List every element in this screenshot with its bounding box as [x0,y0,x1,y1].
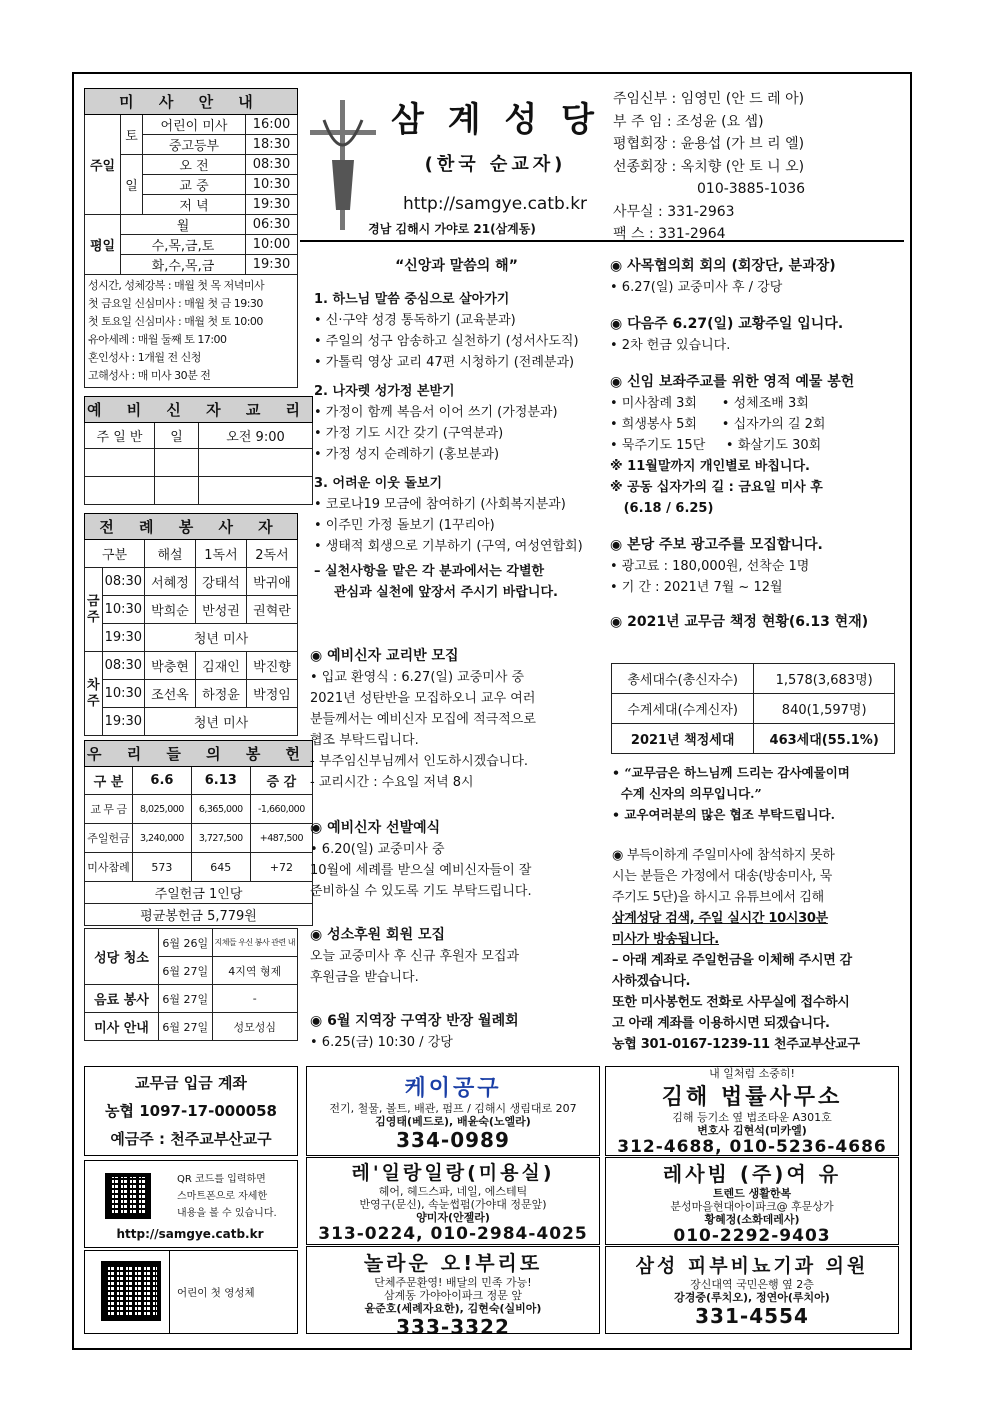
section-title: ◉ 6월 지역장 구역장 반장 월례회 [310,1013,519,1029]
fax: 팩 스 : 331-2964 [613,226,726,242]
sun-label: 일 [121,155,143,215]
ad-line: 장신대역 국민은행 옆 2층 [690,1278,814,1291]
section-title: ◉ 성소후원 회원 모집 [310,927,446,943]
cell: 6월 26일 [158,929,212,957]
cell: 반성권 [196,596,247,624]
ad-name: 레'일랑일랑(미용실) [351,1162,555,1184]
list-item: • 코로나19 모금에 참여하기 (사회복지분과) [314,497,566,512]
cell: 하정윤 [196,680,247,708]
cross-logo-icon [310,100,376,230]
qr-box [84,1160,298,1248]
text-line: (6.18 / 6.25) [610,501,714,516]
ad-line: 윤준호(세례자요한), 김현숙(실비아) [364,1302,542,1315]
weekday-label: 평일 [85,215,121,275]
cell: 성모성심 [212,1013,297,1041]
catechumen-table [84,396,313,505]
staff-list [613,88,805,246]
mass-name: 수,목,금,토 [121,235,246,255]
qr-code-icon[interactable] [105,1173,151,1219]
header-divider [300,240,904,242]
section-title: ◉ 사목협의회 회의 (회장단, 분과장) [610,258,836,274]
cell: 주일헌금 [85,824,133,853]
qr-code-icon[interactable] [101,1261,161,1321]
ad-phone: 331-4554 [695,1304,809,1328]
mass-time: 06:30 [246,215,298,235]
text-line: 준비하실 수 있도록 기도 부탁드립니다. [310,884,532,899]
church-title: 삼 계 성 당 [391,100,600,140]
text-line: - 교리시간 : 수요일 저녁 8시 [310,775,474,790]
cell: 573 [133,853,192,882]
cell: 8,025,000 [133,795,192,824]
text-line: • 6.25(금) 10:30 / 강당 [310,1035,453,1050]
avg-label: 주일헌금 1인당 [85,882,313,904]
cell: 6월 27일 [158,1013,212,1041]
ad-salon[interactable] [306,1157,600,1245]
closing-line: – 실천사항을 맡은 각 분과에서는 각별한 [314,564,545,579]
cell: -1,660,000 [250,795,312,824]
cell: 박희순 [145,596,196,624]
account-title: 교무금 입금 계좌 [135,1074,247,1092]
text-line: 2021년 성탄반을 모집하오니 교우 여러 [310,691,536,706]
text-line: 오늘 교중미사 후 신규 후원자 모집과 [310,949,520,964]
mass-table [84,88,298,388]
mass-time: 18:30 [246,135,298,155]
mass-name: 저 녁 [143,195,246,215]
service-table [84,928,298,1041]
ad-phone: 312-4688, 010-5236-4686 [617,1137,887,1156]
item-heading: 1. 하느님 말씀 중심으로 살아가기 [314,292,510,307]
offering-table [84,740,313,926]
item-heading: 3. 어려운 이웃 돌보기 [314,476,443,491]
text-line: • 희생봉사 5회 • 십자가의 길 2회 [610,417,826,432]
text-line: • 기 간 : 2021년 7월 ~ 12월 [610,580,783,595]
cell: 3,240,000 [133,824,192,853]
section-title: ◉ 예비신자 선발예식 [310,820,441,836]
text-line: 주기도 5단)을 하시고 유튜브에서 김해 [612,890,824,905]
cell: - [212,985,297,1013]
text-line: • 6.27(일) 교중미사 후 / 강당 [610,280,783,295]
text-line: 시는 분들은 가정에서 대송(방송미사, 묵 [612,869,833,884]
cell: 김재인 [196,652,247,680]
text-line: 분들께서는 예비신자 모집에 적극적으로 [310,712,536,727]
cell: 지체들 우신 봉사 관련 내 [212,929,297,957]
catechumen-title: 예 비 신 자 교 리 [85,397,313,423]
note-line: 유아세례 : 매월 둘째 토 17:00 [88,333,227,346]
mass-time: 19:30 [246,255,298,275]
church-url[interactable] [385,194,605,214]
list-item: • 신·구약 성경 통독하기 (교육분과) [314,313,516,328]
cell: 10:30 [102,596,144,624]
list-item: • 가톨릭 영상 교리 47편 시청하기 (전례분과) [314,355,575,370]
list-item: • 가정 기도 시간 갖기 (구역분과) [314,426,504,441]
text-line: • “교무금은 하느님께 드리는 감사예물이며 [612,765,850,780]
cell: 645 [191,853,250,882]
text-line: 협조 부탁드립니다. [310,733,419,748]
ad-phone: 313-0224, 010-2984-4025 [318,1224,588,1244]
ad-name: 삼성 피부비뇨기과 의원 [635,1255,869,1277]
ad-line: 김영태(베드로), 배윤숙(노엘라) [375,1115,531,1128]
vocation-notice [310,925,602,988]
mass-name: 화,수,목,금 [121,255,246,275]
col-header: 해설 [145,540,196,568]
account-number: 농협 1097-17-000058 [105,1102,277,1120]
church-address: 경남 김해시 가야로 21(삼계동) [368,222,536,236]
text-line: • 입교 환영식 : 6.27(일) 교중미사 중 [310,670,525,685]
mass-time: 16:00 [246,115,298,135]
qr-caption [177,1171,277,1222]
list-item: • 주일의 성구 암송하고 실천하기 (성서사도직) [314,334,579,349]
ad-line: 분성마을현대아이파크@ 후문상가 [670,1200,834,1213]
col-header: 1독서 [196,540,247,568]
col-header: 구분 [85,540,145,568]
ad-clinic[interactable] [605,1246,899,1334]
ad-line: 김해 등기소 옆 법조타운 A301호 [672,1111,832,1124]
mass-name: 중고등부 [143,135,246,155]
ad-line: 변호사 김현석(미카엘) [697,1124,807,1137]
ad-burrito[interactable] [306,1246,600,1334]
col-header: 6.13 [191,767,250,795]
offering-title: 우 리 들 의 봉 헌 [85,741,313,767]
staff-line: 부 주 임 : 조성윤 (요 셉) [613,113,764,130]
mass-name: 교 중 [143,175,246,195]
left-sidebar [84,88,311,1041]
mass-notes [85,275,298,388]
cell: 08:30 [102,568,144,596]
section-title: ◉ 신임 보좌주교를 위한 영적 예물 봉헌 [610,374,855,390]
text-line: • 광고료 : 180,000원, 선착순 1명 [610,559,810,574]
ad-line: 내 일처럼 소중히! [709,1067,795,1080]
note-line: 고해성사 : 매 미사 30분 전 [88,369,211,382]
text-line: • 2차 헌금 있습니다. [610,338,731,353]
list-item: • 이주민 가정 돌보기 (1꾸리아) [314,518,495,533]
section-title: ◉ 예비신자 교리반 모집 [310,648,459,664]
section-title: ◉ 2021년 교무금 책정 현황(6.13 현재) [610,614,869,630]
qr-url[interactable]: http://samgye.catb.kr [116,1227,264,1241]
catechumen-notice [310,646,602,793]
cell: 19:30 [102,624,144,652]
text-line: 농협 301-0167-1239-11 천주교부산교구 [612,1037,860,1052]
cell: 청년 미사 [145,624,298,652]
note-line: 성시간, 성체강복 : 매월 첫 목 저녁미사 [88,279,265,292]
note-line: 혼인성사 : 1개월 전 신청 [88,351,201,364]
church-subtitle: (한국 순교자) [424,154,567,175]
cell: 463세대(55.1%) [754,724,895,754]
text-line: 사하겠습니다. [612,974,691,989]
text-line: 10월에 세례를 받으실 예비신자들이 잘 [310,863,532,878]
ad-line: 헤어, 헤드스파, 네일, 에스테틱 [378,1185,528,1198]
mass-name: 어린이 미사 [143,115,246,135]
tithe-table [611,663,895,754]
text-line: ※ 11월말까지 개인별로 바칩니다. [610,459,810,474]
theme-section [314,256,599,603]
section-title: ◉ 다음주 6.27(일) 교황주일 입니다. [610,316,844,332]
ad-law[interactable] [605,1066,899,1156]
text-line: ◉ 부득이하게 주일미사에 참석하지 못하 [612,848,835,863]
catechumen-time: 오전 9:00 [199,423,313,449]
ad-line: 트렌드 생활한복 [712,1187,792,1200]
broadcast-notice [612,845,904,1055]
ad-name: 케이공구 [404,1076,502,1101]
mass-time: 19:30 [246,195,298,215]
liturgy-table [84,513,298,736]
avg-value: 평균봉헌금 5,779원 [85,904,313,926]
week-label: 금주 [85,568,103,652]
text-line: 또한 미사봉헌도 전화로 사무실에 접수하시 [612,995,850,1010]
text-line: 내용을 볼 수 있습니다. [177,1208,277,1219]
cell: 4지역 형제 [212,957,297,985]
right-column [610,256,902,633]
cell: 박정임 [246,680,297,708]
cell: 박진향 [246,652,297,680]
col-header: 구 분 [85,767,133,795]
cell: 총세대수(총신자수) [612,664,754,694]
cell: 미사참례 [85,853,133,882]
ad-phone: 334-0989 [396,1128,510,1152]
mass-name: 월 [121,215,246,235]
mass-name: 오 전 [143,155,246,175]
url-text[interactable]: http://samgye.catb.kr [402,194,588,214]
text-line: 수계 신자의 의무입니다.” [612,786,762,801]
text-line: 후원금을 받습니다. [310,970,419,985]
note-line: 첫 금요일 신심미사 : 매월 첫 금 19:30 [88,297,263,310]
text-line: • 미사참례 3회 • 성체조배 3회 [610,396,809,411]
text-line: ※ 공동 십자가의 길 : 금요일 미사 후 [610,480,823,495]
text-line: - 부주임신부님께서 인도하시겠습니다. [310,754,529,769]
ad-line: 전기, 철물, 볼트, 배관, 펌프 / 김해시 생림대로 207 [329,1102,577,1115]
text-line: – 아래 계좌로 주일헌금을 이체해 주시면 감 [612,953,852,968]
list-item: • 가정이 함께 복음서 이어 쓰기 (가정분과) [314,405,558,420]
text-line: • 6.20(일) 교중미사 중 [310,842,445,857]
ad-name: 김해 법률사무소 [661,1085,843,1110]
week-label: 차주 [85,652,103,736]
text-line: 삼계성당 검색, 주일 실시간 10시30분 [612,911,828,926]
cell: 6월 27일 [158,957,212,985]
text-line: 고 아래 계좌를 이용하시면 되겠습니다. [612,1016,830,1031]
qr2-caption: 어린이 첫 영성체 [177,1287,255,1299]
col-header: 증 감 [250,767,312,795]
ad-line: 삼계동 가야아이파크 정문 앞 [383,1289,522,1302]
ad-line: 단체주문환영! 배달의 민족 가능! [374,1276,532,1289]
office-phone: 사무실 : 331-2963 [613,203,735,220]
note-line: 첫 토요일 신심미사 : 매월 첫 토 10:00 [88,315,263,328]
sat-label: 토 [121,115,143,155]
text-line: 스마트폰으로 자세한 [177,1191,268,1202]
ad-name: 놀라운 오!부리또 [363,1251,543,1275]
text-line: 미사가 방송됩니다. [612,932,719,947]
ad-phone: 010-2292-9403 [673,1226,831,1245]
cell: 조선옥 [145,680,196,708]
cell: 권혁란 [246,596,297,624]
selection-notice [310,818,602,902]
ad-name: 레사빔 (주)여 유 [662,1162,842,1186]
ad-line: 강경중(루치오), 정연아(루치아) [674,1291,830,1304]
cell: 6월 27일 [158,985,212,1013]
drink-label: 음료 봉사 [85,985,159,1013]
cell: 박귀애 [246,568,297,596]
cell: +72 [250,853,312,882]
cell: 10:30 [102,680,144,708]
text-line: • 교우여러분의 많은 협조 부탁드립니다. [612,807,835,822]
cell: 19:30 [102,708,144,736]
cell: 청년 미사 [145,708,298,736]
guide-label: 미사 안내 [85,1013,159,1041]
ad-hardware[interactable] [306,1066,600,1156]
liturgy-title: 전 례 봉 사 자 [85,514,298,540]
ad-line: 양미자(안젤라) [416,1211,490,1224]
cell: 1,578(3,683명) [754,664,895,694]
text-line: • 묵주기도 15단 • 화살기도 30회 [610,438,822,453]
cell: +487,500 [250,824,312,853]
mass-time: 10:30 [246,175,298,195]
cell: 840(1,597명) [754,694,895,724]
mass-time: 08:30 [246,155,298,175]
mass-title: 미 사 안 내 [85,89,298,115]
list-item: • 생태적 회생으로 기부하기 (구역, 여성연합회) [314,539,583,554]
col-header: 2독서 [246,540,297,568]
account-holder: 예금주 : 천주교부산교구 [110,1130,272,1148]
col-header: 6.6 [133,767,192,795]
cell: 6,365,000 [191,795,250,824]
list-item: • 가정 성지 순례하기 (홍보분과) [314,447,500,462]
cell: 강태석 [196,568,247,596]
mass-time: 10:00 [246,235,298,255]
staff-line: 주임신부 : 임영민 (안 드 레 아) [613,91,805,107]
cell: 수계세대(수계신자) [612,694,754,724]
staff-line: 평협회장 : 윤용섭 (가 브 리 엘) [613,136,805,152]
item-heading: 2. 나자렛 성가정 본받기 [314,384,455,399]
catechumen-day: 일 [155,423,199,449]
staff-line: 선종회장 : 옥치향 (안 토 니 오) [613,158,805,175]
cell: 서혜정 [145,568,196,596]
divider [169,1251,170,1333]
cell: 08:30 [102,652,144,680]
account-box [84,1066,298,1156]
meeting-notice [310,1011,602,1053]
theme-title: “신앙과 말씀의 해” [395,258,518,274]
section-title: ◉ 본당 주보 광고주를 모집합니다. [610,537,823,553]
text-line: QR 코드를 입력하면 [177,1174,266,1185]
cell: 2021년 책정세대 [612,724,754,754]
staff-phone: 010-3885-1036 [697,181,806,197]
tithe-notes [612,762,904,825]
qr-box-2 [84,1250,298,1334]
ad-line: 황혜정(소화데레사) [704,1213,800,1226]
cleaning-label: 성당 청소 [85,929,159,985]
cell: 3,727,500 [191,824,250,853]
sunday-label: 주일 [85,115,121,215]
ad-line: 반영구(문신), 속눈썹펌(가야대 정문앞) [359,1198,547,1211]
ad-hanbok[interactable] [605,1157,899,1245]
cell: 교 무 금 [85,795,133,824]
catechumen-class: 주 일 반 [85,423,155,449]
ad-phone: 333-3322 [396,1315,510,1334]
closing-line: 관심과 실천에 앞장서 주시기 바랍니다. [334,585,558,600]
cell: 박충현 [145,652,196,680]
